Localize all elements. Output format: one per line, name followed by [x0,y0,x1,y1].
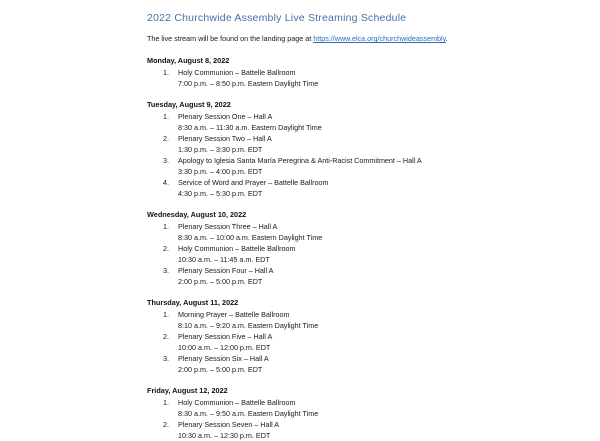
list-item [147,221,587,243]
session-title: Plenary Session Three – Hall A [178,222,278,231]
list-item-number: 1. [163,112,169,121]
day-block [147,385,587,441]
day-heading: Wednesday, August 10, 2022 [147,210,247,219]
list-item-number: 2. [163,420,169,429]
day-heading: Thursday, August 11, 2022 [147,298,239,307]
session-title: Holy Communion – Battelle Ballroom [178,68,296,77]
session-list [147,309,587,375]
list-item [147,177,587,199]
session-time: 7:00 p.m. – 8:50 p.m. Eastern Daylight Time [178,79,319,88]
list-item-number: 3. [163,266,169,275]
list-item-number: 1. [163,222,169,231]
intro-paragraph [147,33,587,44]
list-item [147,243,587,265]
day-heading: Tuesday, August 9, 2022 [147,100,231,109]
session-list [147,67,587,89]
list-item [147,111,587,133]
session-title: Plenary Session Two – Hall A [178,134,272,143]
session-title: Holy Communion – Battelle Ballroom [178,398,296,407]
session-title: Plenary Session One – Hall A [178,112,273,121]
list-item-number: 3. [163,354,169,363]
session-time: 3:30 p.m. – 4:00 p.m. EDT [178,167,263,176]
session-time: 2:00 p.m. – 5:00 p.m. EDT [178,277,263,286]
day-block [147,209,587,287]
day-heading: Monday, August 8, 2022 [147,56,230,65]
session-title: Morning Prayer – Battelle Ballroom [178,310,290,319]
session-list [147,111,587,199]
session-time: 10:30 a.m. – 12:30 p.m. EDT [178,431,271,440]
session-title: Plenary Session Seven – Hall A [178,420,280,429]
day-block [147,99,587,199]
churchwide-assembly-link[interactable]: https://www.elca.org/churchwideassembly [313,34,446,43]
list-item [147,353,587,375]
list-item [147,331,587,353]
session-time: 8:10 a.m. – 9:20 a.m. Eastern Daylight Time [178,321,319,330]
list-item-number: 1. [163,398,169,407]
session-title: Holy Communion – Battelle Ballroom [178,244,296,253]
list-item [147,155,587,177]
list-item-number: 1. [163,310,169,319]
list-item [147,67,587,89]
session-time: 1:30 p.m. – 3:30 p.m. EDT [178,145,263,154]
list-item [147,309,587,331]
list-item-number: 1. [163,68,169,77]
session-list [147,397,587,441]
session-title: Plenary Session Four – Hall A [178,266,274,275]
session-time: 8:30 a.m. – 11:30 a.m. Eastern Daylight Time [178,123,322,132]
session-time: 8:30 a.m. – 10:00 a.m. Eastern Daylight Time [178,233,323,242]
session-time: 4:30 p.m. – 5:30 p.m. EDT [178,189,263,198]
session-title: Apology to Iglesia Santa María Peregrina & Anti-Racist Commitment – Hall A [178,156,422,165]
list-item-number: 3. [163,156,169,165]
list-item [147,419,587,441]
session-title: Plenary Session Six – Hall A [178,354,269,363]
intro-text-before-link: The live stream will be found on the landing page at [147,34,314,43]
schedule-days-container [147,55,587,441]
list-item-number: 2. [163,332,169,341]
session-title: Plenary Session Five – Hall A [178,332,273,341]
list-item-number: 2. [163,244,169,253]
day-block [147,297,587,375]
day-heading: Friday, August 12, 2022 [147,386,228,395]
day-block [147,55,587,89]
session-time: 2:00 p.m. – 5:00 p.m. EDT [178,365,263,374]
session-time: 10:00 a.m. – 12:00 p.m. EDT [178,343,271,352]
list-item [147,397,587,419]
document-body [147,11,587,441]
list-item-number: 4. [163,178,169,187]
session-title: Service of Word and Prayer – Battelle Ballroom [178,178,329,187]
list-item [147,265,587,287]
session-time: 10:30 a.m. – 11:45 a.m. EDT [178,255,270,264]
list-item [147,133,587,155]
page-title: 2022 Churchwide Assembly Live Streaming Schedule [147,12,407,24]
session-time: 8:30 a.m. – 9:50 a.m. Eastern Daylight Time [178,409,319,418]
intro-text-after-link: . [445,34,448,43]
session-list [147,221,587,287]
list-item-number: 2. [163,134,169,143]
